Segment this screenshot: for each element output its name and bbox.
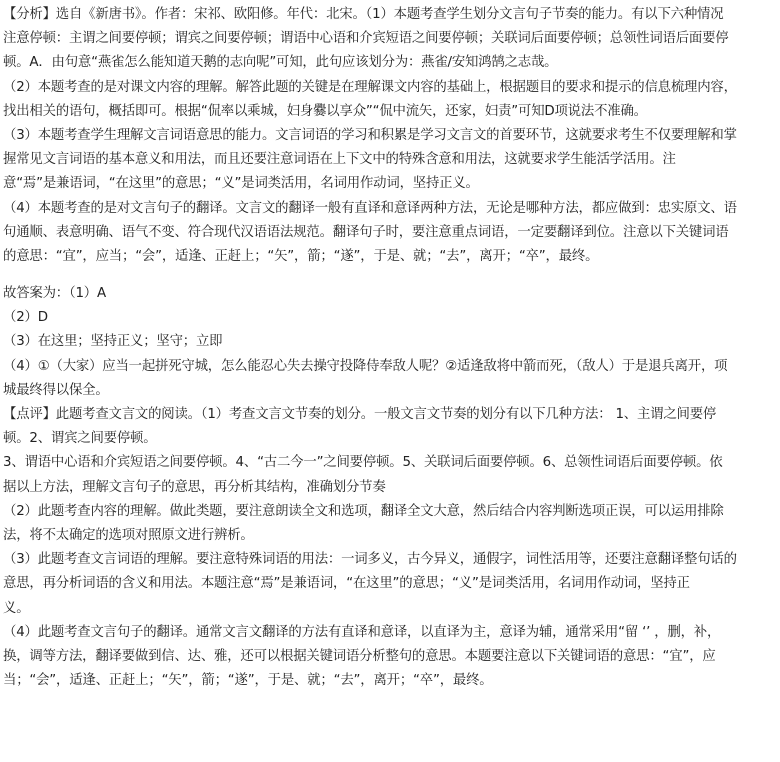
text-line: 的意思：“宜”，应当；“会”，适逢、正赶上；“矢”，箭；“遂”，于是、就；“去”，离开；“卒”，最终。 [3, 248, 599, 264]
text-line: （3）在这里；坚持正义；坚守；立即 [3, 334, 223, 350]
text-line: 城最终得以保全。 [3, 382, 109, 398]
text-line: 当；“会”，适逢、正赶上；“矢”，箭；“遂”，于是、就；“去”，离开；“卒”，最终。 [3, 673, 493, 689]
text-line: 换，调等方法，翻译要做到信、达、雅，还可以根据关键词语分析整句的意思。本题要注意以下关键词语的意思：“宜”，应 [3, 648, 716, 664]
text-line: （2）此题考查内容的理解。做此类题，要注意朗读全文和选项，翻译全文大意，然后结合内容判断选项正误，可以运用排除 [3, 503, 724, 519]
text-line: 据以上方法，理解文言句子的意思，再分析其结构，准确划分节奏 [3, 479, 386, 495]
text-line: 故答案为：（1）A [3, 286, 106, 302]
text-line: 找出相关的语句，概括即可。根据“侃率以乘城，妇身爨以享众”“侃中流矢，还家，妇责”可知D项说法不准确。 [3, 103, 647, 119]
paragraph-gap [3, 269, 775, 282]
text-line: （2）D [3, 310, 48, 326]
text-line: 法，将不太确定的选项对照原文进行辨析。 [3, 527, 254, 543]
text-line: （4）本题考查的是对文言句子的翻译。文言文的翻译一般有直译和意译两种方法，无论是哪种方法，都应做到：忠实原文、语 [3, 200, 737, 216]
text-line: （2）本题考查的是对课文内容的理解。解答此题的关键是在理解课文内容的基础上，根据题目的要求和提示的信息梳理内容， [3, 79, 737, 95]
text-line: 意“焉”是兼语词，“在这里”的意思；“义”是词类活用，名词用作动词，坚持正义。 [3, 176, 479, 192]
text-line: 意思，再分析词语的含义和用法。本题注意“焉”是兼语词，“在这里”的意思；“义”是词类活用，名词用作动词，坚持正 [3, 576, 690, 592]
text-line: （4）此题考查文言句子的翻译。通常文言文翻译的方法有直译和意译，以直译为主，意译为辅，通常采用“留 ‘’ ，删，补， [3, 624, 721, 640]
text-line: 注意停顿：主谓之间要停顿；谓宾之间要停顿；谓语中心语和介宾短语之间要停顿；关联词后面要停顿；总领性词语后面要停 [3, 31, 729, 47]
text-line: 【点评】此题考查文言文的阅读。（1）考查文言文节奏的划分。一般文言文节奏的划分有以下几种方法： 1、主谓之间要停 [3, 407, 717, 422]
text-line: 【分析】选自《新唐书》。作者：宋祁、欧阳修。年代：北宋。（1）本题考查学生划分文言句子节奏的能力。有以下六种情况 [3, 7, 724, 22]
text-line: （4）①（大家）应当一起拼死守城，怎么能忍心失去操守投降侍奉敌人呢？②适逢敌将中箭而死，（敌人）于是退兵离开，项 [3, 358, 728, 374]
text-line: （3）此题考查文言词语的理解。要注意特殊词语的用法：一词多义，古今异义，通假字，词性活用等，还要注意翻译整句话的 [3, 552, 737, 568]
text-line: 义。 [3, 600, 30, 616]
text-line: （3）本题考查学生理解文言词语意思的能力。文言词语的学习和积累是学习文言文的首要环节，这就要求考生不仅要理解和掌 [3, 127, 737, 143]
text-line: 3、谓语中心语和介宾短语之间要停顿。4、“古二今一”之间要停顿。5、关联词后面要停顿。6、总领性词语后面要停顿。依 [3, 455, 723, 471]
text-line: 握常见文言词语的基本意义和用法，而且还要注意词语在上下文中的特殊含意和用法，这就要求学生能活学活用。注 [3, 152, 676, 168]
text-line: 顿。A．由句意“燕雀怎么能知道天鹅的志向呢”可知，此句应该划分为：燕雀/安知鸿鹄之志哉。 [3, 55, 558, 71]
answer-document [3, 3, 775, 693]
text-line: 句通顺、表意明确、语气不变、符合现代汉语语法规范。翻译句子时，要注意重点词语，一定要翻译到位。注意以下关键词语 [3, 224, 729, 240]
text-line: 顿。2、谓宾之间要停顿。 [3, 431, 157, 447]
